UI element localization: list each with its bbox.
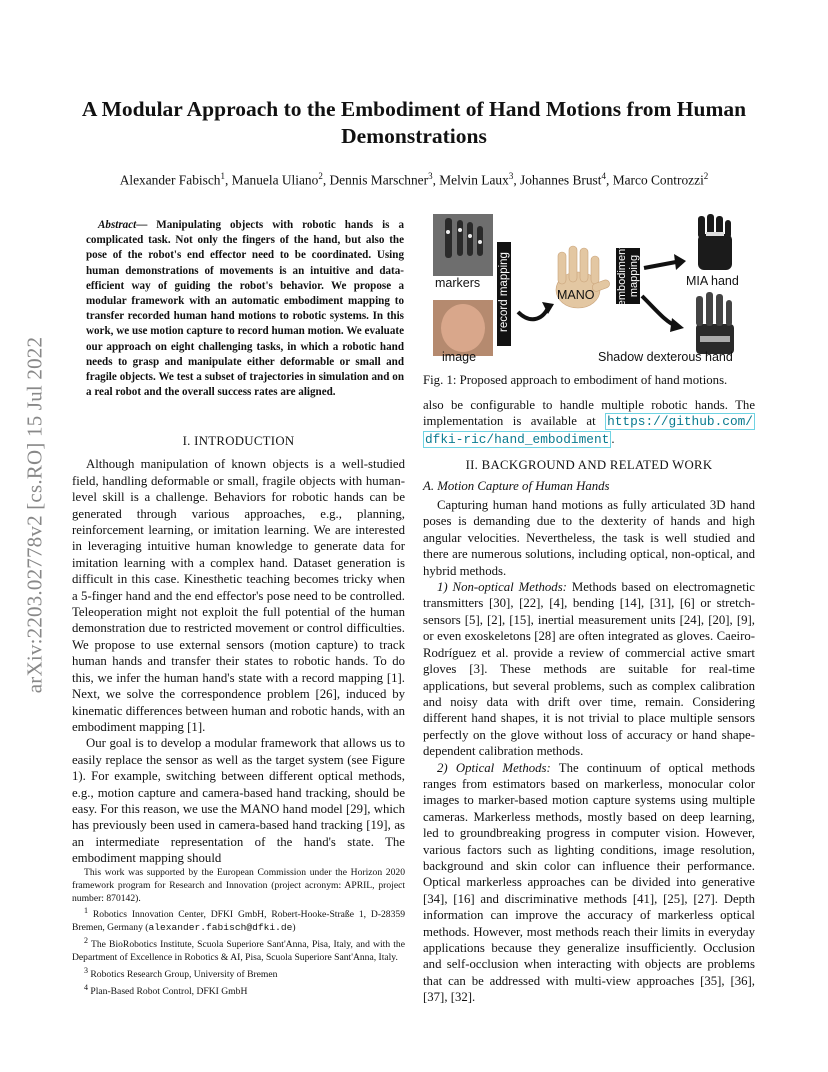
mia-hand-label: MIA hand xyxy=(686,274,739,288)
right-column xyxy=(423,397,755,1006)
footnote-3 xyxy=(72,965,405,982)
affiliation-mark: 4 xyxy=(601,171,606,181)
author: Johannes Brust xyxy=(520,172,602,188)
author: Alexander Fabisch xyxy=(119,172,221,188)
mapping-label: mapping xyxy=(628,254,640,298)
section-heading-introduction: I. INTRODUCTION xyxy=(182,434,295,448)
non-optical-text: Methods based on electromagnetic transmitters [30], [22], [4], bending [14], [31], [6] or stretch-sensors [5], [2], [15], inertial measurement units [24], [20], [9], or even exoskeletons [28] are often integrated as gloves. Caeiro-Rodríguez et al. provide a review of commercial active smart gloves [3]. These methods are suitable for real-time applications, but several problems, such as complex calibration and noisy data with drift over time, remain. Considering different hand shapes, it is not trivial to place multiple sensors perfectly on the glove without loss of accuracy or hand shape-dependent calibration methods. xyxy=(423,580,755,759)
left-column xyxy=(72,433,405,867)
email[interactable]: alexander.fabisch@dfki.de xyxy=(148,922,293,934)
footnote-text: Plan-Based Robot Control, DFKI GmbH xyxy=(90,986,248,998)
arxiv-identifier: arXiv:2203.02778v2 [cs.RO] 15 Jul 2022 xyxy=(22,336,47,694)
abstract xyxy=(86,218,404,400)
figure-1 xyxy=(430,212,760,372)
shadow-hand-label: Shadow dexterous hand xyxy=(598,350,733,364)
image-label: image xyxy=(442,350,477,364)
markers-label: markers xyxy=(435,276,481,290)
shadow-hand-image xyxy=(696,292,734,354)
mano-label: MANO xyxy=(557,288,595,302)
figure-1-graphic xyxy=(430,212,760,372)
author: Marco Controzzi xyxy=(612,172,704,188)
footnote-mark: 3 xyxy=(84,965,88,975)
author: Manuela Uliano xyxy=(231,172,319,188)
intro-paragraph-1: Although manipulation of known objects is a well-studied field, handling deformable or small, fragile objects with human-level skill is a challenge. Behaviors for robotic hands can be generated through various approaches, e.g., planning, reinforcement learning, or imitation learning. We are interested in leveraging intuitive human knowledge to generate data for imitation learning with a complex hand. Dataset generation is difficult in this case. Kinesthetic teaching becomes tricky when a 5-finger hand and the end effector's pose need to be controlled. Teleoperation might not exploit the full potential of the human demonstration due to restricted movement or control difficulties. We propose to use external sensors (motion capture) to track human hands and transfer their states to robotic hands. To do this, we infer the human hand's state with a record mapping [1]. Next, we solve the correspondence problem [26], induced by kinematic differences between human and robotic hands, with an embodiment mapping [1]. xyxy=(72,457,405,734)
footnote-text: Robotics Research Group, University of Bremen xyxy=(90,969,278,981)
footnote-text: Robotics Innovation Center, DFKI GmbH, Robert-Hooke-Straße 1, D-28359 Bremen, Germany ( xyxy=(72,909,405,934)
footnotes xyxy=(72,866,405,999)
motion-capture-paragraph: Capturing human hand motions as fully articulated 3D hand poses is demanding due to the dexterity of hands and high angular velocities. Nevertheless, the task is well studied and there are numerous solutions, including optical, non-optical, and hybrid methods. xyxy=(423,498,755,578)
optical-heading: 2) Optical Methods: xyxy=(437,760,551,775)
arxiv-sidebar xyxy=(20,295,50,735)
footnote-mark: 1 xyxy=(84,906,88,916)
optical-paragraph xyxy=(423,760,755,1006)
record-mapping-label: record mapping xyxy=(498,252,510,332)
author: Dennis Marschner xyxy=(329,172,429,188)
repository-link[interactable]: https://github.com/ xyxy=(607,414,753,430)
footnote-mark: 2 xyxy=(84,936,88,946)
footnote-2 xyxy=(72,935,405,965)
affiliation-mark: 3 xyxy=(428,171,433,181)
abstract-text: — Manipulating objects with robotic hands is a complicated task. Not only the fingers of the hand, but also the pose of the robot's end effector need to be coordinated. Using human demonstrations of movements is an intuitive and data-efficient way of guiding the robot's behavior. We propose a modular framework with an automatic embodiment mapping to transfer recorded human hand motions to robotic systems. In this work, we use motion capture to record human motion. We evaluate our approach on eight challenging tasks, in which a robotic hand needs to grasp and manipulate either deformable or small and fragile objects. We test a subset of trajectories in simulation and on a real robot and the overall success rates are aligned. xyxy=(86,219,404,399)
affiliation-mark: 2 xyxy=(318,171,323,181)
repository-link-continued[interactable]: dfki-ric/hand_embodiment xyxy=(425,431,610,447)
funding-note: This work was supported by the European Commission under the Horizon 2020 framework program for Research and Innovation (project acronym: APRIL, project number: 870142). xyxy=(72,867,405,904)
footnote-text: The BioRobotics Institute, Scuola Superiore Sant'Anna, Pisa, Italy, and with the Department of Excellence in Robotics & AI, Pisa, Scuola Superiore Sant'Anna, Italy. xyxy=(72,939,405,964)
affiliation-mark: 3 xyxy=(508,171,514,181)
author-list: Alexander Fabisch$^1$, Manuela Uliano$^2$, Dennis Marschner$^3$, Melvin Laux$^3$, Johannes Brust$^4$, Marco Controzzi$^2$ xyxy=(119,171,709,188)
section-heading-background: II. BACKGROUND AND RELATED WORK xyxy=(465,458,713,473)
paper-title: A Modular Approach to the Embodiment of Hand Motions from Human Demonstrations xyxy=(81,97,747,148)
abstract-label: Abstract xyxy=(98,219,137,231)
intro-continuation: also be configurable to handle multiple robotic hands. The implementation is available at https://github.com/ dfki-ric/hand_embodiment . xyxy=(423,398,755,447)
embodiment-label: embodiment xyxy=(616,245,628,307)
author: Melvin Laux xyxy=(439,172,509,188)
footnote-1: $^1$ Robotics Innovation Center, DFKI GmbH, Robert-Hooke-Straße 1, D-28359 Bremen, Germany (alexander.fabisch@dfki.de) xyxy=(72,906,405,934)
footnote-mark: 4 xyxy=(84,982,88,992)
footnote-4 xyxy=(72,982,405,999)
optical-text: The continuum of optical methods ranges from estimators based on markerless, monocular color images to marker-based motion capture systems using multiple cameras. Markerless methods, mostly based on deep learning, led to groundbreaking progress in computer vision. However, various factors such as lighting conditions, image resolution, background and skin color can influence their performance. Optical markerless approaches can be divided into generative [34], [16] and discriminative methods [41], [25], [27]. Depth information can improve the accuracy of markerless optical methods. However, most methods reach their limits in everyday applications because they generalize insufficiently. Occlusion and self-occlusion when interacting with objects are problems that can be addressed with multi-view approaches [35], [36], [37], [32]. xyxy=(423,760,756,1005)
intro-paragraph-2: Our goal is to develop a modular framework that allows us to easily replace the sensor as well as the target system (see Figure 1). For example, switching between different optical methods, e.g., motion capture and camera-based hand tracking, should be easy. For this reason, we use the MANO hand model [29], which has previously been used in camera-based hand tracking [19], as an intermediate representation of the hand's state. The embodiment mapping should xyxy=(72,736,405,866)
affiliation-mark: 2 xyxy=(703,171,709,181)
non-optical-paragraph xyxy=(423,579,755,759)
figure-1-caption: Fig. 1: Proposed approach to embodiment of hand motions. xyxy=(423,373,728,387)
affiliation-mark: 1 xyxy=(220,171,225,181)
continuation-text: also be configurable to handle multiple robotic hands. The implementation is available at xyxy=(423,398,755,429)
non-optical-heading: 1) Non-optical Methods: xyxy=(437,580,567,595)
mia-hand-image xyxy=(698,214,732,270)
subsection-heading-a: A. Motion Capture of Human Hands xyxy=(423,478,610,493)
